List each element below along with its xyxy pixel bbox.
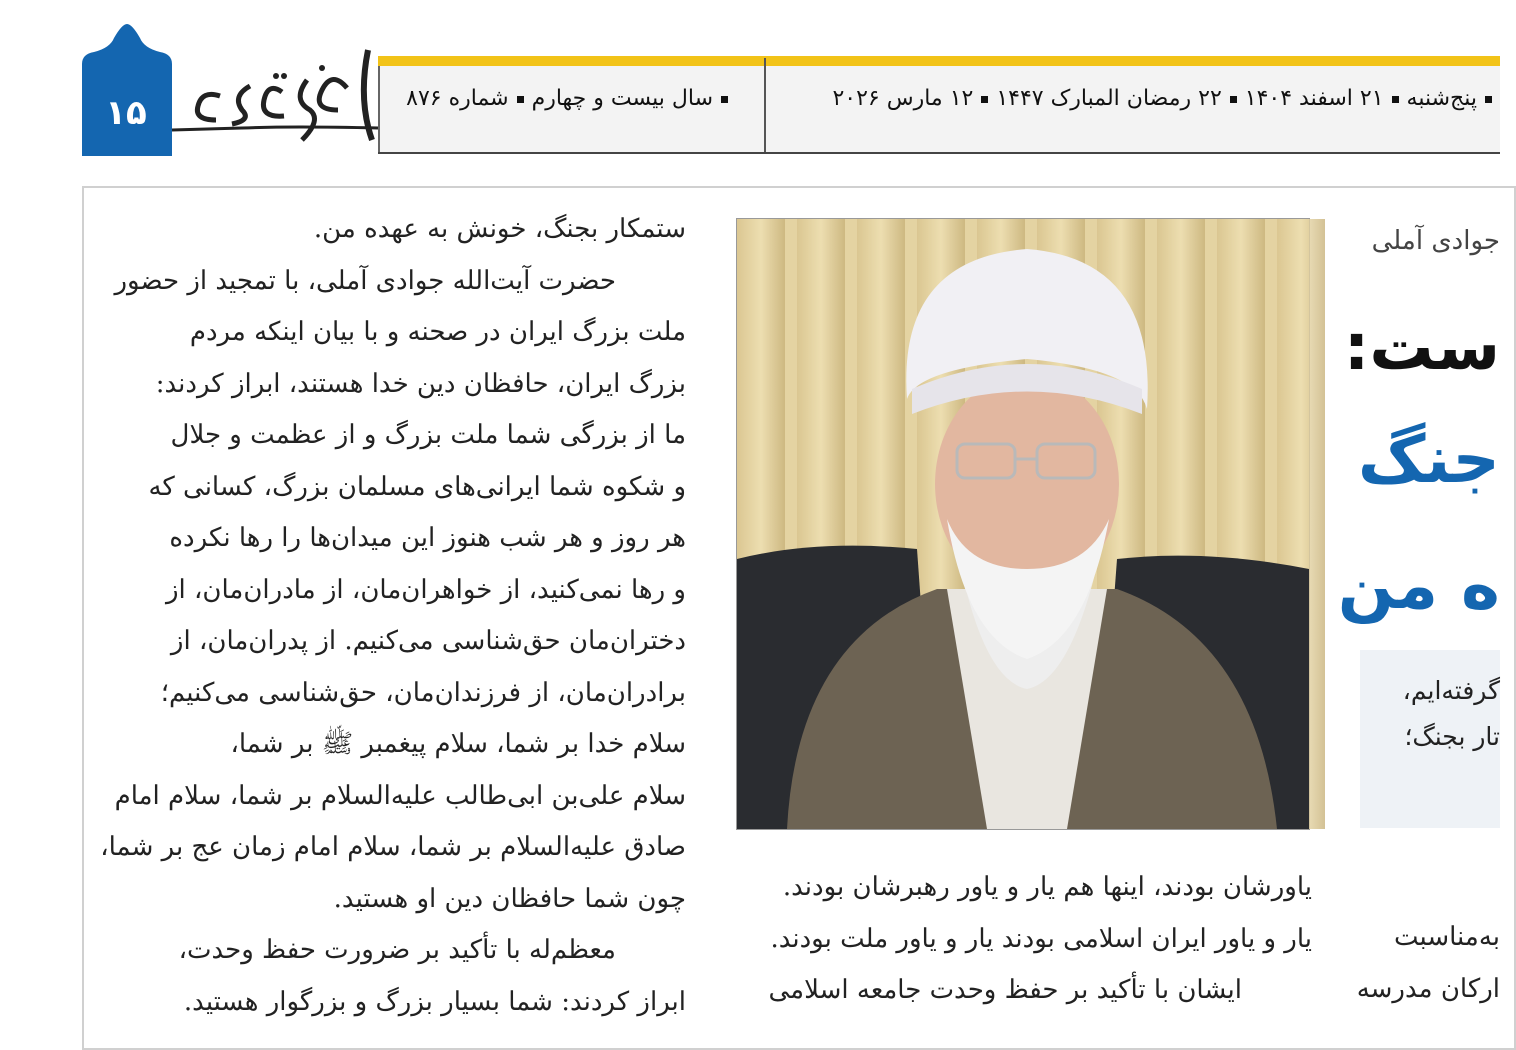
page-number: ۱۵ [105, 93, 147, 133]
header-divider [764, 58, 766, 154]
portrait-photo [736, 218, 1310, 830]
weekday: پنج‌شنبه [1406, 86, 1477, 111]
volume-label: سال بیست و چهارم [531, 86, 713, 111]
article-author: جوادی آملی [1371, 226, 1500, 256]
text-line: دختران‌مان حق‌شناسی می‌کنیم. از پدران‌مان، از [170, 626, 686, 656]
text-line: معظم‌له با تأکید بر ضرورت حفظ وحدت، [178, 935, 616, 965]
headline-line-2: جنگ [1357, 421, 1500, 498]
text-line: ایشان با تأکید بر حفظ وحدت جامعه اسلامی [768, 975, 1242, 1005]
text-line: و شکوه شما ایرانی‌های مسلمان بزرگ، کسانی که [148, 471, 686, 502]
text-line: بزرگ ایران، حافظان دین خدا هستند، ابراز کردند: [155, 368, 686, 399]
date-info [780, 86, 1500, 111]
text-line: ابراز کردند: شما بسیار بزرگ و بزرگوار هستید. [183, 986, 686, 1017]
text-line: سلام خدا بر شما، سلام پیغمبر ﷺ بر شما، [230, 729, 686, 759]
logo-text: افق حوزه [274, 156, 280, 157]
header-accent-bar [378, 56, 1500, 66]
left-text-column [100, 204, 686, 1028]
lunar-date: ۲۲ رمضان المبارک ۱۴۴۷ [996, 86, 1222, 111]
text-line: ستمکار بجنگ، خونش به عهده من. [313, 214, 686, 244]
text-line: ارکان مدرسه [1356, 973, 1500, 1004]
text-line: برادران‌مان، از فرزندان‌مان، حق‌شناسی می‌کنیم؛ [160, 677, 686, 708]
lead-box [1360, 650, 1500, 828]
page-number-badge [82, 24, 172, 156]
text-line: یاورشان بودند، اینها هم یار و یاور رهبرشان بودند. [782, 872, 1312, 902]
text-line: صادق علیه‌السلام بر شما، سلام امام زمان عج بر شما، [100, 832, 686, 862]
text-line: ملت بزرگ ایران در صحنه و با بیان اینکه مردم [189, 317, 686, 347]
gregorian-date: ۱۲ مارس ۲۰۲۶ [832, 86, 974, 111]
text-line: حضرت آیت‌الله جوادی آملی، با تمجید از حضور [114, 265, 616, 296]
issue-number: شماره ۸۷۶ [406, 86, 509, 111]
right-text-column [1356, 912, 1500, 1015]
text-line: ما از بزرگی شما ملت بزرگ و از عظمت و جلال [170, 420, 686, 450]
lead-line: گرفته‌ایم، [1402, 676, 1500, 705]
text-line: چون شما حافظان دین او هستید. [333, 883, 686, 914]
text-line: و رها نمی‌کنید، از خواهران‌مان، از مادران‌مان، از [165, 574, 686, 605]
text-line: به‌مناسبت [1393, 922, 1500, 952]
publication-logo [172, 40, 382, 160]
lead-line: تار بجنگ؛ [1404, 722, 1500, 751]
solar-date: ۲۱ اسفند ۱۴۰۴ [1244, 86, 1384, 111]
middle-text-column [728, 862, 1312, 1017]
text-line: سلام علی‌بن ابی‌طالب علیه‌السلام بر شما، سلام امام [114, 780, 686, 811]
headline-line-3: ه من [1337, 547, 1500, 624]
headline-line-1: ست: [1343, 311, 1500, 385]
text-line: هر روز و هر شب هنوز این میدان‌ها را رها نکرده [169, 523, 686, 553]
header-bottom-rule [378, 152, 1500, 154]
text-line: یار و یاور ایران اسلامی بودند یار و یاور ملت بودند. [770, 923, 1312, 954]
issue-info [366, 86, 736, 111]
